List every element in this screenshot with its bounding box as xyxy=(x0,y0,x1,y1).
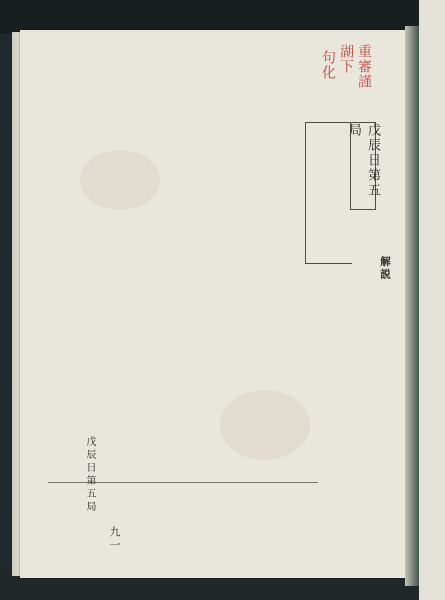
running-header: 戊辰日第五局 xyxy=(84,436,95,514)
page-number: 九一 xyxy=(108,526,121,552)
handwritten-note-3: 句化 xyxy=(320,50,336,80)
commentary-label: 解説 xyxy=(379,256,391,281)
section-title: 戊辰日第五局 xyxy=(350,122,376,210)
handwritten-note-2: 湖下 xyxy=(338,44,354,74)
left-page xyxy=(20,30,410,578)
right-page xyxy=(419,0,445,600)
handwritten-note-1: 重審謹 xyxy=(356,44,372,89)
background-top xyxy=(0,0,445,34)
right-page-text xyxy=(421,6,445,590)
